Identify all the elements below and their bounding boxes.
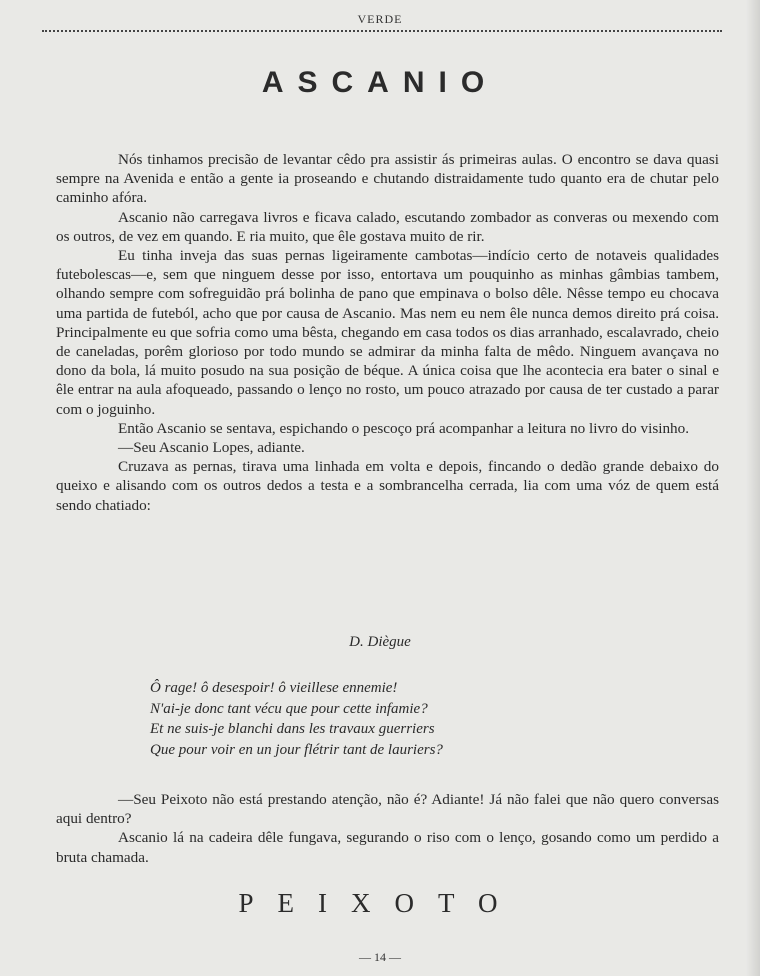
page-edge-shadow: [746, 0, 760, 976]
paragraph: Nós tinhamos precisão de levantar cêdo pra assistir ás primeiras aulas. O encontro se dava quasi sempre na Avenida e então a gente ia proseando e chutando distraidamente tudo quanto era de chutar pelo caminho afóra.: [56, 151, 719, 207]
verse-quote: [150, 678, 710, 760]
page-number: — 14 —: [359, 950, 401, 964]
paragraph: Então Ascanio se sentava, espichando o pescoço prá acompanhar a leitura no livro do visinho.: [118, 419, 690, 437]
verse-line: Que pour voir en un jour flétrir tant de lauriers?: [150, 741, 443, 758]
paragraph: —Seu Peixoto não está prestando atenção, não é? Adiante! Já não falei que não quero conversas aqui dentro?: [56, 791, 719, 828]
page-title: ASCANIO: [261, 66, 499, 99]
verse-line: N'ai-je donc tant vécu que pour cette infamie?: [150, 700, 428, 717]
running-header: VERDE: [357, 12, 403, 26]
header-divider: [42, 30, 722, 32]
paragraph: Ascanio lá na cadeira dêle fungava, segurando o riso com o lenço, gosando como um perdido a bruta chamada.: [56, 829, 719, 866]
paragraph: Ascanio não carregava livros e ficava calado, escutando zombador as converas ou mexendo com os outros, de vez em quando. E ria muito, que êle gostava muito de rir.: [56, 208, 719, 245]
author-signature: PEIXOTO: [238, 888, 522, 918]
paragraph: Eu tinha inveja das suas pernas ligeiramente cambotas—indício certo de notaveis qualidades futebolescas—e, sem que ninguem desse por isso, entortava um pouquinho as minhas gâmbias tambem, olhando sempre com sofreguidão prá bolinha de pano que empinava o bolso dêle. Nêsse tempo eu chocava uma partida de futeból, acho que por causa de Ascanio. Mas nem eu nem êle nunca demos direito prá coisa. Principalmente eu que sofria como uma bêsta, chegando em casa todos os dias arranhado, escalavrado, cheio de caneladas, porêm glorioso por todo mundo se admirar da minha falta de mêdo. Ninguem avançava no dono da bola, lá muito posudo na sua posição de béque. A única coisa que lhe acontecia era bater o sinal e êle entrar na aula afoqueado, passando o lenço no rosto, um pouco atrazado por causa de ter custado a parar com o joguinho.: [56, 247, 719, 418]
verse-line: Ô rage! ô desespoir! ô vieillese ennemie!: [150, 680, 398, 696]
paragraph: Cruzava as pernas, tirava uma linhada em volta e depois, fincando o dedão grande debaixo do queixo e alisando com os outros dedos a testa e a sombrancelha cerrada, lia com uma vóz de quem está sendo chatiado:: [56, 458, 719, 514]
speaker-heading: D. Diègue: [349, 634, 411, 650]
story-body-continued: [56, 790, 719, 867]
paragraph: —Seu Ascanio Lopes, adiante.: [118, 439, 305, 457]
verse-line: Et ne suis-je blanchi dans les travaux guerriers: [150, 721, 435, 737]
story-body: [56, 150, 719, 515]
